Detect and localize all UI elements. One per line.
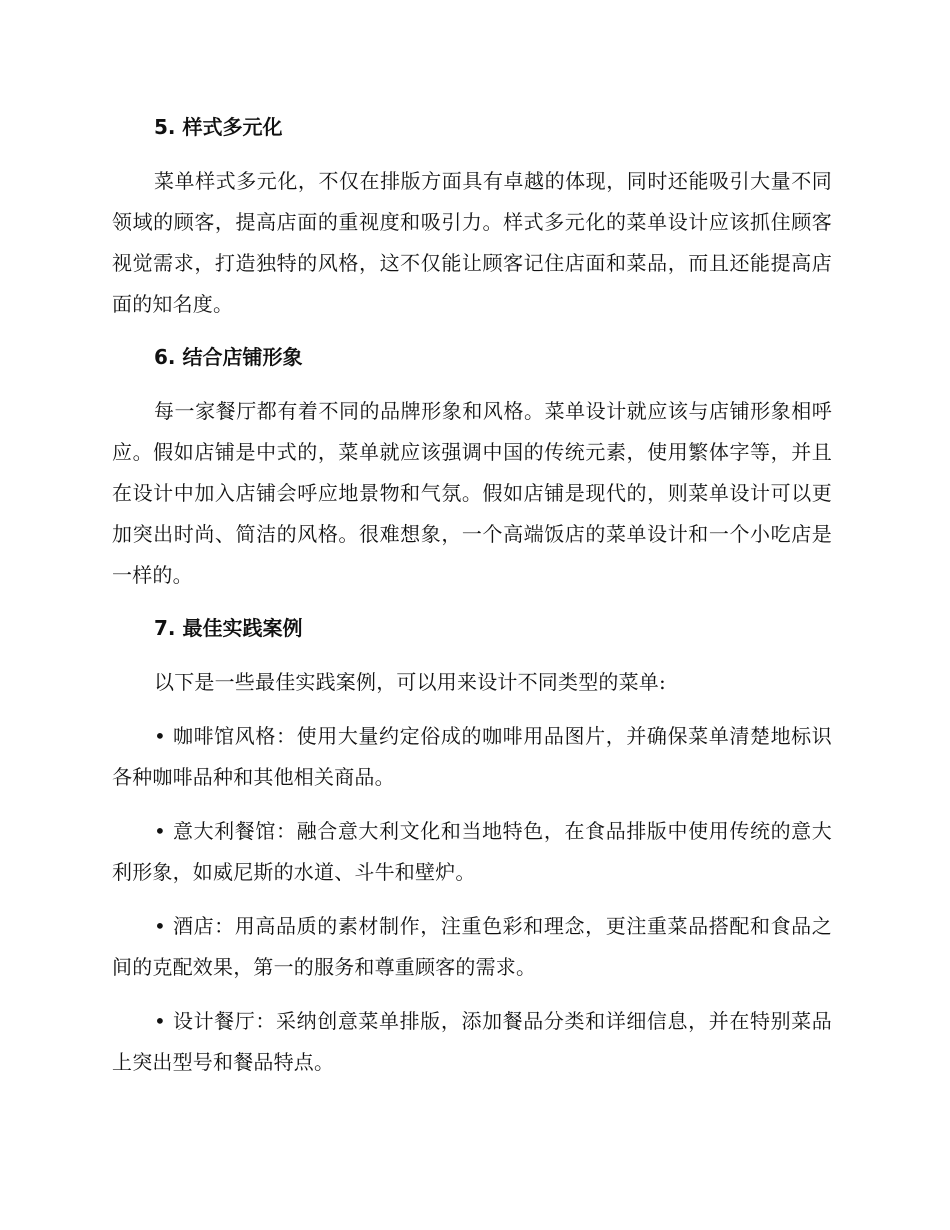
- paragraph-styles: 菜单样式多元化，不仅在排版方面具有卓越的体现，同时还能吸引大量不同领域的顾客，提高店面的重视度和吸引力。样式多元化的菜单设计应该抓住顾客视觉需求，打造独特的风格，这不仅能让顾客记住店面和菜品，而且还能提高店面的知名度。: [112, 169, 832, 316]
- section-heading-best-practices: 7. 最佳实践案例: [154, 616, 303, 640]
- bullet-cafe: • 咖啡馆风格：使用大量约定俗成的咖啡用品图片，并确保菜单清楚地标识各种咖啡品种和其他相关商品。: [112, 724, 832, 789]
- paragraph-best-practices-intro: 以下是一些最佳实践案例，可以用来设计不同类型的菜单:: [154, 670, 666, 694]
- section-heading-store-image: 6. 结合店铺形象: [154, 345, 303, 369]
- bullet-italian: • 意大利餐馆：融合意大利文化和当地特色，在食品排版中使用传统的意大利形象，如威尼斯的水道、斗牛和壁炉。: [112, 819, 832, 884]
- section-heading-styles: 5. 样式多元化: [154, 115, 283, 139]
- paragraph-store-image: 每一家餐厅都有着不同的品牌形象和风格。菜单设计就应该与店铺形象相呼应。假如店铺是中式的，菜单就应该强调中国的传统元素，使用繁体字等，并且在设计中加入店铺会呼应地景物和气氛。假如店铺是现代的，则菜单设计可以更加突出时尚、简洁的风格。很难想象，一个高端饭店的菜单设计和一个小吃店是一样的。: [112, 399, 832, 587]
- document-page: [112, 108, 832, 1096]
- bullet-hotel: • 酒店：用高品质的素材制作，注重色彩和理念，更注重菜品搭配和食品之间的克配效果，第一的服务和尊重顾客的需求。: [112, 914, 832, 979]
- bullet-design-restaurant: • 设计餐厅：采纳创意菜单排版，添加餐品分类和详细信息，并在特别菜品上突出型号和餐品特点。: [112, 1009, 832, 1074]
